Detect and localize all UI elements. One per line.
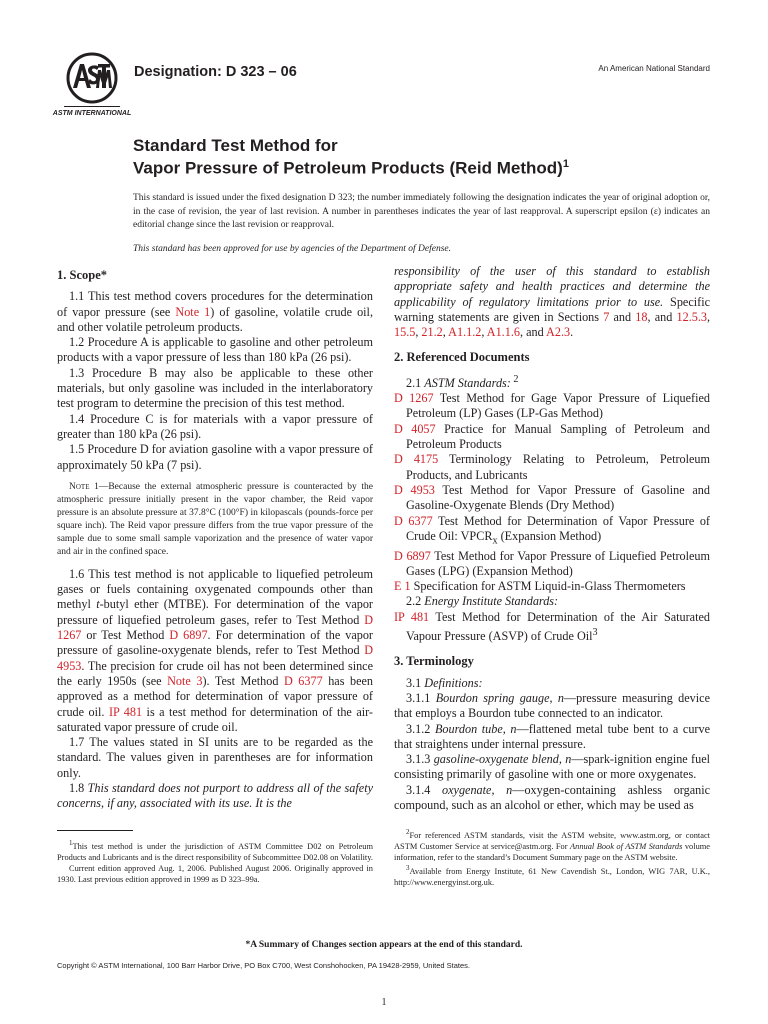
- document-title: [133, 136, 569, 178]
- astm-logo: [52, 52, 132, 118]
- reference-item: E 1 Specification for ASTM Liquid-in-Glass Thermometers: [394, 579, 686, 594]
- section-18-link[interactable]: 18: [635, 309, 648, 324]
- ip481-link[interactable]: IP 481: [108, 704, 143, 719]
- d6377-link[interactable]: D 6377: [283, 673, 323, 688]
- term-bourdon-spring-gauge: 3.1.1 Bourdon spring gauge, n—pressure measuring device that employs a Bourdon tube connected to an indicator.: [394, 690, 710, 721]
- referenced-documents-heading: 2. Referenced Documents: [394, 350, 530, 365]
- d4953-link[interactable]: D 4953: [57, 643, 373, 673]
- left-column: [57, 264, 373, 812]
- reference-item: D 4175 Terminology Relating to Petroleum, Petroleum Products, and Lubricants: [394, 452, 710, 482]
- footnotes-right: [394, 827, 710, 888]
- summary-of-changes-note: *A Summary of Changes section appears at the end of this standard.: [245, 940, 523, 950]
- issuance-paragraph: This standard is issued under the fixed designation D 323; the number immediately following the designation indicates the year of original adoption or, in the case of revision, the year of last revision. A number in parentheses indicates the year of last reapproval. A superscript epsilon (ε) indicates an editorial change since the last revision or reapproval.: [133, 193, 710, 230]
- paragraph-1-4: 1.4 Procedure C is for materials with a vapor pressure of greater than 180 kPa (26 psi).: [57, 411, 373, 441]
- reference-code-link[interactable]: E 1: [394, 579, 411, 594]
- term-oxygenate: 3.1.4 oxygenate, n—oxygen-containing ashless organic compound, such as an alcohol or ether, which may be used as: [394, 782, 711, 813]
- title-line-2: Vapor Pressure of Petroleum Products (Reid Method)$^1$: [133, 158, 569, 178]
- footnote-1: $^1$This test method is under the jurisdiction of ASTM Committee D02 on Petroleum Products and Lubricants and is the direct responsibility of Subcommittee D02.08 on Volatility.: [57, 839, 373, 862]
- section-a1-1-2-link[interactable]: A1.1.2: [448, 325, 482, 340]
- terminology-heading: 3. Terminology: [394, 654, 474, 669]
- reference-item: D 4057 Practice for Manual Sampling of Petroleum and Petroleum Products: [394, 421, 710, 452]
- reference-item: D 6377 Test Method for Determination of Vapor Pressure of Crude Oil: $VPCR_x$ (Expansion Method): [394, 513, 710, 547]
- paragraph-1-3: 1.3 Procedure B may also be applicable to these other materials, but only gasoline was included in the interlaboratory test program to determine the precision of this test method.: [57, 365, 373, 411]
- d1267-link[interactable]: D 1267: [57, 612, 373, 643]
- section-12-5-3-link[interactable]: 12.5.3: [676, 309, 707, 324]
- title-footnote-mark: 1: [562, 158, 569, 170]
- term-bourdon-tube: 3.1.2 Bourdon tube, n—flattened metal tube bent to a curve that straightens under internal pressure.: [394, 721, 710, 751]
- reference-item: D 4953 Test Method for Vapor Pressure of Gasoline and Gasoline-Oxygenate Blends (Dry Method): [394, 482, 710, 513]
- page-number: 1: [381, 997, 387, 1008]
- definitions-label: 3.1 Definitions:: [406, 675, 483, 690]
- paragraph-1-8-continued: responsibility of the user of this standard to establish appropriate safety and health practices and determine the applicability of regulatory limitations prior to use. Specific warning statements are given in Sections 7 and 18, and 12.5.3, 15.5, 21.2, A1.1.2, A1.1.6, and A2.3.: [394, 264, 710, 340]
- paragraph-1-7: 1.7 The values stated in SI units are to be regarded as the standard. The values given in parentheses are for information only.: [57, 735, 373, 780]
- reference-item: D 1267 Test Method for Gage Vapor Pressure of Liquefied Petroleum (LP) Gases (LP-Gas Method): [394, 391, 710, 421]
- footnote-3: $^3$Available from Energy Institute, 61 New Cavendish St., London, WIG 7AR, U.K., http://www.energyinst.org.uk.: [394, 863, 710, 887]
- term-gasoline-oxygenate-blend: 3.1.3 gasoline-oxygenate blend, n—spark-ignition engine fuel consisting primarily of gasoline with one or more oxygenates.: [394, 752, 710, 782]
- footnote-2: $^2$For referenced ASTM standards, visit the ASTM website, www.astm.org, or contact ASTM Customer Service at service@astm.org. For Annual Book of ASTM Standards volume information, refer to the standard’s Document Summary page on the ASTM website.: [394, 828, 710, 862]
- reference-code-link[interactable]: D 6897: [394, 548, 431, 563]
- right-column: [394, 264, 710, 813]
- footnote-rule-left: [57, 830, 133, 831]
- section-7-link[interactable]: 7: [603, 309, 610, 324]
- section-15-5-link[interactable]: 15.5: [394, 325, 416, 340]
- designation: Designation: D 323 – 06: [134, 64, 297, 80]
- reference-item: D 6897 Test Method for Vapor Pressure of Liquefied Petroleum Gases (LPG) (Expansion Method): [394, 548, 710, 578]
- section-a1-1-6-link[interactable]: A1.1.6: [486, 325, 520, 340]
- title-line-1: Standard Test Method for: [133, 136, 338, 155]
- reference-code-link[interactable]: D 1267: [394, 391, 434, 406]
- astm-standards-label: 2.1 ASTM Standards: $^2$: [406, 373, 519, 390]
- dod-approval: This standard has been approved for use by agencies of the Department of Defense.: [133, 243, 452, 254]
- copyright-line: Copyright © ASTM International, 100 Barr Harbor Drive, PO Box C700, West Conshohocken, PA 19428-2959, United States.: [57, 961, 470, 970]
- section-a2-3-link[interactable]: A2.3: [546, 325, 571, 340]
- note-label: Note: [69, 481, 90, 492]
- reference-code-link[interactable]: D 4057: [394, 421, 436, 436]
- svg-text:ASTM INTERNATIONAL: ASTM INTERNATIONAL: [52, 110, 132, 117]
- note-1-link[interactable]: Note 1: [175, 304, 211, 319]
- footnotes-left: [57, 838, 373, 885]
- issuance-statement: [133, 192, 710, 266]
- paragraph-1-5: 1.5 Procedure D for aviation gasoline with a vapor pressure of approximately 50 kPa (7 psi).: [57, 442, 373, 472]
- footnote-1-edition: Current edition approved Aug. 1, 2006. Published August 2006. Originally approved in 1930. Last previous edition approved in 1999 as D 323–99a.: [57, 863, 373, 884]
- note-3-link[interactable]: Note 3: [167, 673, 203, 688]
- reference-code-link[interactable]: D 6377: [394, 513, 433, 528]
- reference-code-link[interactable]: D 4953: [394, 482, 435, 497]
- ip481-reference-link[interactable]: IP 481: [394, 609, 430, 624]
- energy-institute-label: 2.2 Energy Institute Standards:: [406, 594, 559, 609]
- national-standard-label: An American National Standard: [598, 64, 710, 73]
- scope-heading: 1. Scope*: [57, 268, 107, 282]
- section-21-2-link[interactable]: 21.2: [421, 325, 443, 340]
- note-1: Note 1—Because the external atmospheric pressure is counteracted by the atmospheric pressure initially present in the vapor chamber, the Reid vapor pressure is an absolute pressure at 37.8°C (100°F) in kilopascals (pounds-force per square inch). The Reid vapor pressure differs from the true vapor pressure of the sample due to some small sample vaporization and the presence of water vapor and air in the confined space.: [57, 481, 374, 557]
- paragraph-1-6: 1.6 This test method is not applicable to liquefied petroleum gases or fuels containing oxygenated compounds other than methyl t-butyl ether (MTBE). For determination of the vapor pressure of liquefied petroleum gases, refer to Test Method D 1267 or Test Method D 6897. For determination of the vapor pressure of gasoline-oxygenate blends, refer to Test Method D 4953. The precision for crude oil has not been determined since the early 1950s (see Note 3). Test Method D 6377 has been approved as a method for determination of vapor pressure of crude oil. IP 481 is a test method for determination of the air-saturated vapor pressure of crude oil.: [57, 566, 373, 734]
- d6897-link[interactable]: D 6897: [169, 628, 208, 643]
- reference-code-link[interactable]: D 4175: [394, 452, 439, 467]
- paragraph-1-8: 1.8 This standard does not purport to address all of the safety concerns, if any, associated with its use. It is the: [57, 781, 373, 811]
- reference-item: IP 481 Test Method for Determination of the Air Saturated Vapour Pressure (ASVP) of Crude Oil$^3$: [394, 609, 710, 644]
- paragraph-1-1: 1.1 This test method covers procedures for the determination of vapor pressure (see Note 1) of gasoline, volatile crude oil, and other volatile petroleum products.: [57, 289, 373, 334]
- paragraph-1-2: 1.2 Procedure A is applicable to gasoline and other petroleum products with a vapor pressure of less than 180 kPa (26 psi).: [57, 335, 373, 365]
